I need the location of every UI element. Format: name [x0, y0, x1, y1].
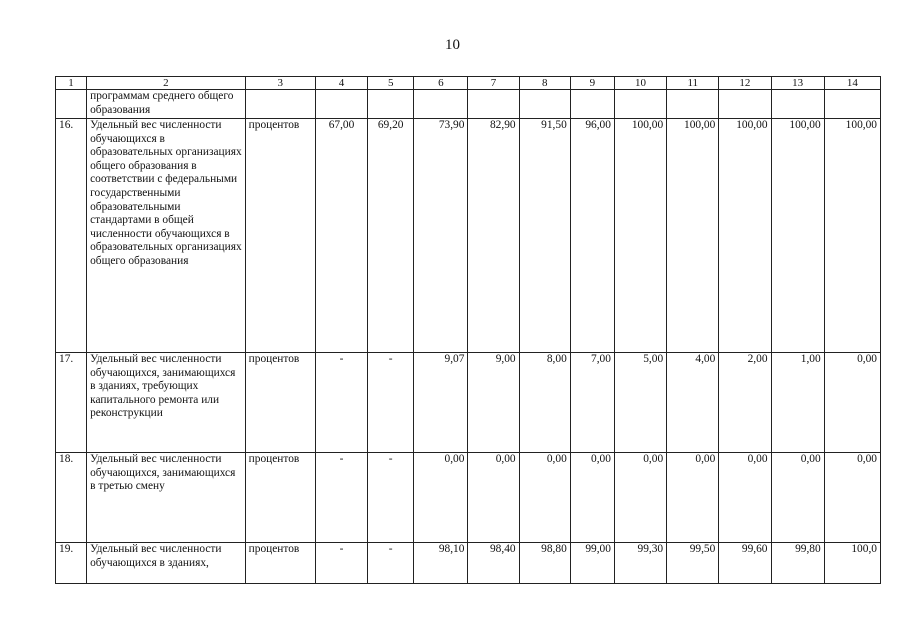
value-cell: 0,00 — [824, 353, 880, 453]
value-cell: 7,00 — [570, 353, 614, 453]
value-cell: 99,00 — [570, 543, 614, 584]
header-cell: 3 — [245, 77, 315, 90]
unit-cell: процентов — [245, 353, 315, 453]
value-cell: 2,00 — [719, 353, 771, 453]
value-cell: 99,60 — [719, 543, 771, 584]
table-row — [56, 90, 881, 119]
value-cell: 5,00 — [614, 353, 666, 453]
table-row — [56, 453, 881, 543]
header-cell: 12 — [719, 77, 771, 90]
header-cell: 6 — [414, 77, 468, 90]
row-number: 16. — [56, 119, 87, 353]
value-cell: 0,00 — [570, 453, 614, 543]
row-number: 18. — [56, 453, 87, 543]
indicator-name: Удельный вес численности обучающихся, занимающихся в третью смену — [87, 453, 246, 543]
value-cell: 82,90 — [468, 119, 519, 353]
header-cell: 5 — [368, 77, 414, 90]
value-cell: 4,00 — [667, 353, 719, 453]
value-cell: 67,00 — [315, 119, 367, 353]
value-cell: 98,40 — [468, 543, 519, 584]
row-number — [56, 90, 87, 119]
value-cell — [719, 90, 771, 119]
header-cell: 8 — [519, 77, 570, 90]
value-cell — [468, 90, 519, 119]
value-cell: 100,00 — [614, 119, 666, 353]
value-cell: 8,00 — [519, 353, 570, 453]
value-cell: 99,50 — [667, 543, 719, 584]
header-cell: 13 — [771, 77, 824, 90]
value-cell — [771, 90, 824, 119]
header-cell: 11 — [667, 77, 719, 90]
value-cell: 96,00 — [570, 119, 614, 353]
value-cell — [667, 90, 719, 119]
header-cell: 7 — [468, 77, 519, 90]
value-cell: 0,00 — [771, 453, 824, 543]
value-cell: 99,80 — [771, 543, 824, 584]
value-cell: 0,00 — [519, 453, 570, 543]
indicator-name: программам среднего общего образования — [87, 90, 246, 119]
header-cell: 4 — [315, 77, 367, 90]
unit-cell: процентов — [245, 453, 315, 543]
table-row — [56, 353, 881, 453]
value-cell: 69,20 — [368, 119, 414, 353]
value-cell: - — [368, 543, 414, 584]
unit-cell: процентов — [245, 543, 315, 584]
value-cell: 0,00 — [667, 453, 719, 543]
value-cell: 9,00 — [468, 353, 519, 453]
indicator-name: Удельный вес численности обучающихся, занимающихся в зданиях, требующих капитального ремонта или реконструкции — [87, 353, 246, 453]
value-cell: 100,00 — [771, 119, 824, 353]
value-cell: 100,00 — [719, 119, 771, 353]
value-cell: - — [315, 353, 367, 453]
header-cell: 2 — [87, 77, 246, 90]
header-cell: 10 — [614, 77, 666, 90]
value-cell: - — [368, 353, 414, 453]
header-cell: 9 — [570, 77, 614, 90]
value-cell: 100,0 — [824, 543, 880, 584]
value-cell: 0,00 — [614, 453, 666, 543]
unit-cell — [245, 90, 315, 119]
indicator-name: Удельный вес численности обучающихся в зданиях, — [87, 543, 246, 584]
value-cell — [368, 90, 414, 119]
header-cell: 14 — [824, 77, 880, 90]
value-cell: 0,00 — [824, 453, 880, 543]
value-cell: 91,50 — [519, 119, 570, 353]
value-cell: 98,80 — [519, 543, 570, 584]
value-cell — [614, 90, 666, 119]
value-cell: 9,07 — [414, 353, 468, 453]
table-row — [56, 119, 881, 353]
row-number: 19. — [56, 543, 87, 584]
value-cell: - — [315, 453, 367, 543]
unit-cell: процентов — [245, 119, 315, 353]
value-cell — [824, 90, 880, 119]
value-cell: 100,00 — [824, 119, 880, 353]
indicators-table — [55, 76, 881, 584]
value-cell — [519, 90, 570, 119]
value-cell: 0,00 — [414, 453, 468, 543]
page-number: 10 — [445, 37, 460, 53]
row-number: 17. — [56, 353, 87, 453]
value-cell: 100,00 — [667, 119, 719, 353]
value-cell: 0,00 — [719, 453, 771, 543]
value-cell: 1,00 — [771, 353, 824, 453]
value-cell: 0,00 — [468, 453, 519, 543]
value-cell: - — [368, 453, 414, 543]
table-row — [56, 543, 881, 584]
value-cell: 98,10 — [414, 543, 468, 584]
value-cell: 73,90 — [414, 119, 468, 353]
value-cell: - — [315, 543, 367, 584]
value-cell — [570, 90, 614, 119]
header-cell: 1 — [56, 77, 87, 90]
indicator-name: Удельный вес численности обучающихся в образовательных организациях общего образования в соответствии с федеральными государственными образовательными стандартами в общей численности обучающихся в образовательных организациях общего образования — [87, 119, 246, 353]
value-cell — [414, 90, 468, 119]
value-cell: 99,30 — [614, 543, 666, 584]
value-cell — [315, 90, 367, 119]
table-header-row — [56, 77, 881, 90]
